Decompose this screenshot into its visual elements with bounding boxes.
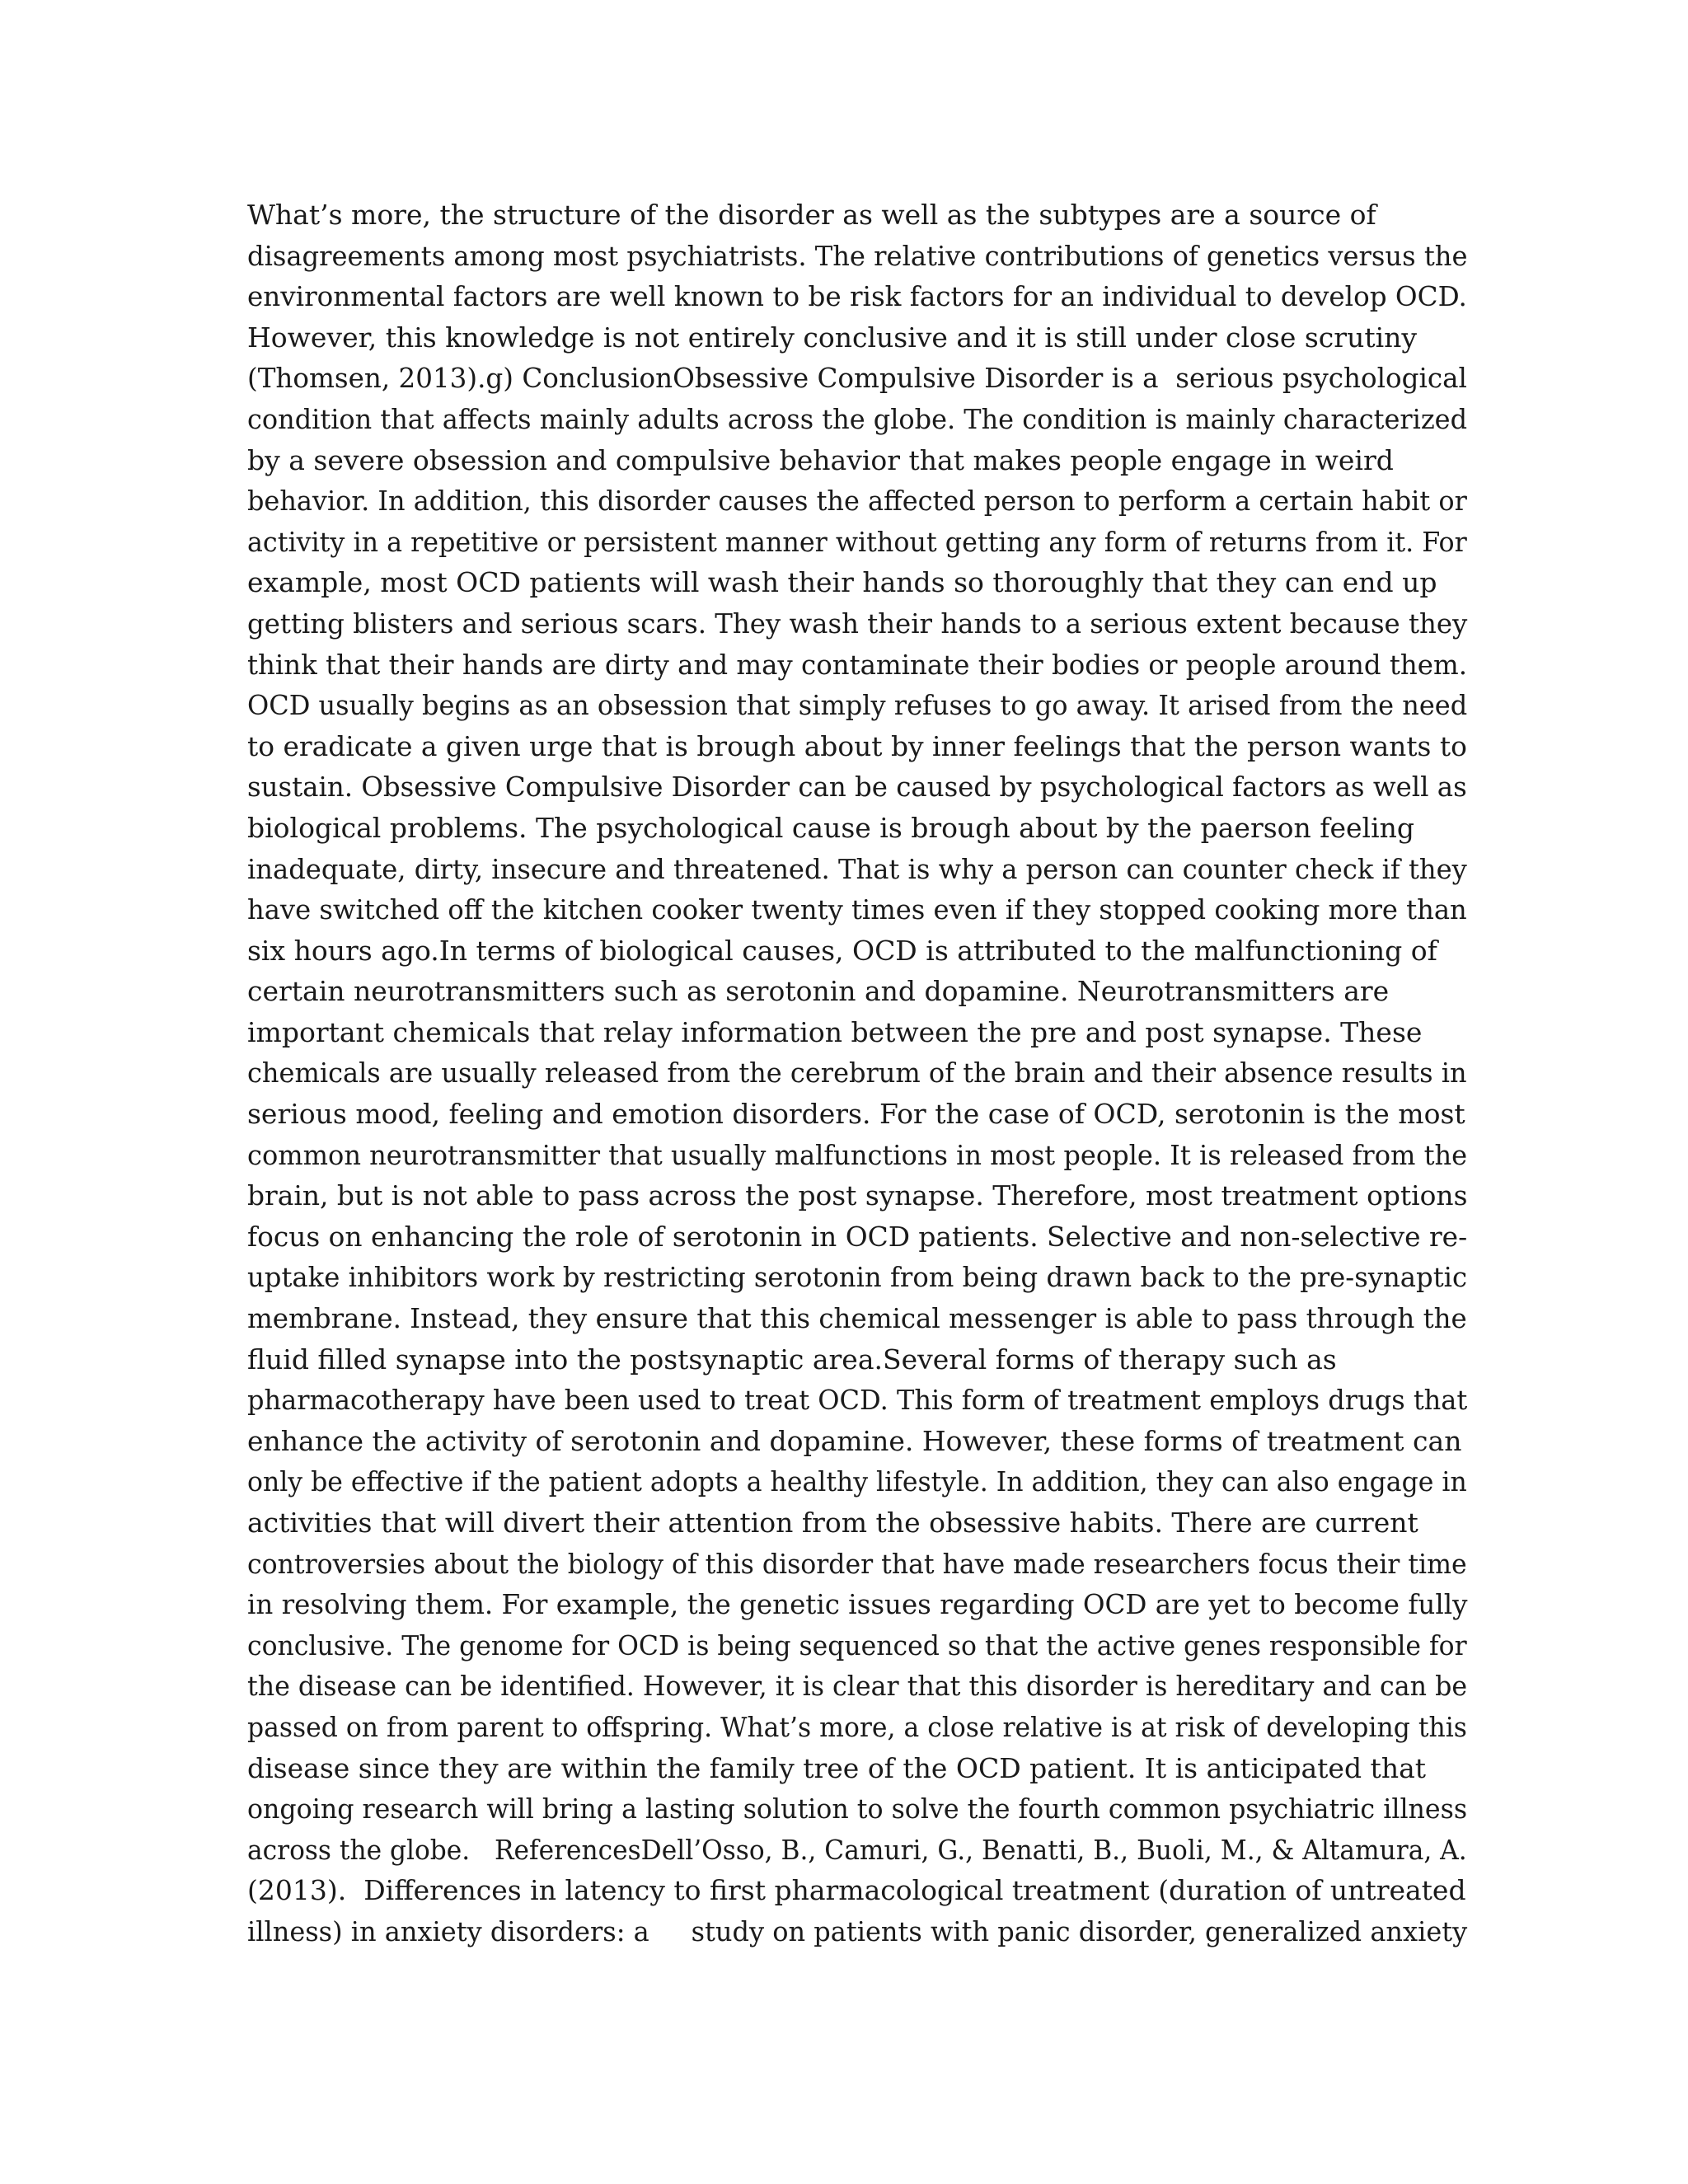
text-line: think that their hands are dirty and may contaminate their bodies or people around them. (247, 648, 1467, 681)
text-line: However, this knowledge is not entirely conclusive and it is still under close scrutiny (247, 321, 1418, 354)
text-line: activities that will divert their attention from the obsessive habits. There are current (247, 1507, 1418, 1539)
text-line: disease since they are within the family tree of the OCD patient. It is anticipated that (247, 1751, 1427, 1784)
text-line: chemicals are usually released from the cerebrum of the brain and their absence results in (247, 1057, 1467, 1090)
text-line: (2013). Differences in latency to first pharmacological treatment (duration of untreated (247, 1874, 1466, 1907)
body-text (247, 194, 1467, 1952)
text-line: getting blisters and serious scars. They wash their hands to a serious extent because they (247, 607, 1468, 640)
text-line: important chemicals that relay information between the pre and post synapse. These (247, 1015, 1423, 1048)
text-line: only be effective if the patient adopts a healthy lifestyle. In addition, they can also engage in (247, 1465, 1467, 1498)
text-line: behavior. In addition, this disorder causes the affected person to perform a certain habit or (247, 485, 1467, 518)
text-line: OCD usually begins as an obsession that simply refuses to go away. It arised from the need (247, 689, 1468, 722)
text-line: serious mood, feeling and emotion disorders. For the case of OCD, serotonin is the most (247, 1098, 1465, 1131)
text-line: (Thomsen, 2013).g) ConclusionObsessive Compulsive Disorder is a serious psychological (247, 362, 1467, 395)
text-line: uptake inhibitors work by restricting serotonin from being drawn back to the pre-synaptic (247, 1261, 1468, 1294)
text-line: illness) in anxiety disorders: a study on patients with panic disorder, generalized anxiety (247, 1915, 1468, 1947)
text-line: activity in a repetitive or persistent manner without getting any form of returns from it. For (247, 525, 1467, 558)
text-line: disagreements among most psychiatrists. The relative contributions of genetics versus the (247, 239, 1468, 272)
text-line: environmental factors are well known to be risk factors for an individual to develop OCD. (247, 280, 1467, 313)
text-line: pharmacotherapy have been used to treat OCD. This form of treatment employs drugs that (247, 1384, 1468, 1417)
text-line: condition that affects mainly adults across the globe. The condition is mainly characterized (247, 402, 1468, 435)
text-line: passed on from parent to offspring. What’s more, a close relative is at risk of developing this (247, 1710, 1467, 1743)
text-line: controversies about the biology of this disorder that have made researchers focus their time (247, 1547, 1467, 1580)
text-line: to eradicate a given urge that is brough about by inner feelings that the person wants to (247, 729, 1467, 762)
text-line: ongoing research will bring a lasting solution to solve the fourth common psychiatric illness (247, 1793, 1468, 1825)
text-line: brain, but is not able to pass across the post synapse. Therefore, most treatment options (247, 1179, 1468, 1212)
text-line: conclusive. The genome for OCD is being sequenced so that the active genes responsible for (247, 1629, 1467, 1661)
text-line: inadequate, dirty, insecure and threatened. That is why a person can counter check if they (247, 852, 1467, 885)
text-line: sustain. Obsessive Compulsive Disorder can be caused by psychological factors as well as (247, 771, 1467, 804)
text-line: What’s more, the structure of the disorder as well as the subtypes are a source of (247, 199, 1376, 231)
text-line: across the globe. ReferencesDell’Osso, B., Camuri, G., Benatti, B., Buoli, M., & Altamura, A. (247, 1833, 1467, 1866)
text-line: focus on enhancing the role of serotonin in OCD patients. Selective and non-selective re- (247, 1220, 1468, 1253)
text-line: by a severe obsession and compulsive behavior that makes people engage in weird (247, 443, 1394, 476)
text-line: common neurotransmitter that usually malfunctions in most people. It is released from the (247, 1138, 1468, 1171)
text-line: membrane. Instead, they ensure that this chemical messenger is able to pass through the (247, 1302, 1467, 1335)
text-line: six hours ago.In terms of biological causes, OCD is attributed to the malfunctioning of (247, 934, 1437, 967)
text-line: example, most OCD patients will wash their hands so thoroughly that they can end up (247, 566, 1437, 599)
text-line: the disease can be identified. However, it is clear that this disorder is hereditary and can be (247, 1670, 1468, 1703)
text-line: fluid filled synapse into the postsynaptic area.Several forms of therapy such as (247, 1343, 1337, 1376)
text-line: certain neurotransmitters such as serotonin and dopamine. Neurotransmitters are (247, 975, 1390, 1008)
text-line: biological problems. The psychological cause is brough about by the paerson feeling (247, 811, 1415, 844)
text-line: in resolving them. For example, the genetic issues regarding OCD are yet to become fully (247, 1588, 1468, 1621)
text-line: enhance the activity of serotonin and dopamine. However, these forms of treatment can (247, 1424, 1462, 1457)
text-line: have switched off the kitchen cooker twenty times even if they stopped cooking more than (247, 893, 1467, 926)
